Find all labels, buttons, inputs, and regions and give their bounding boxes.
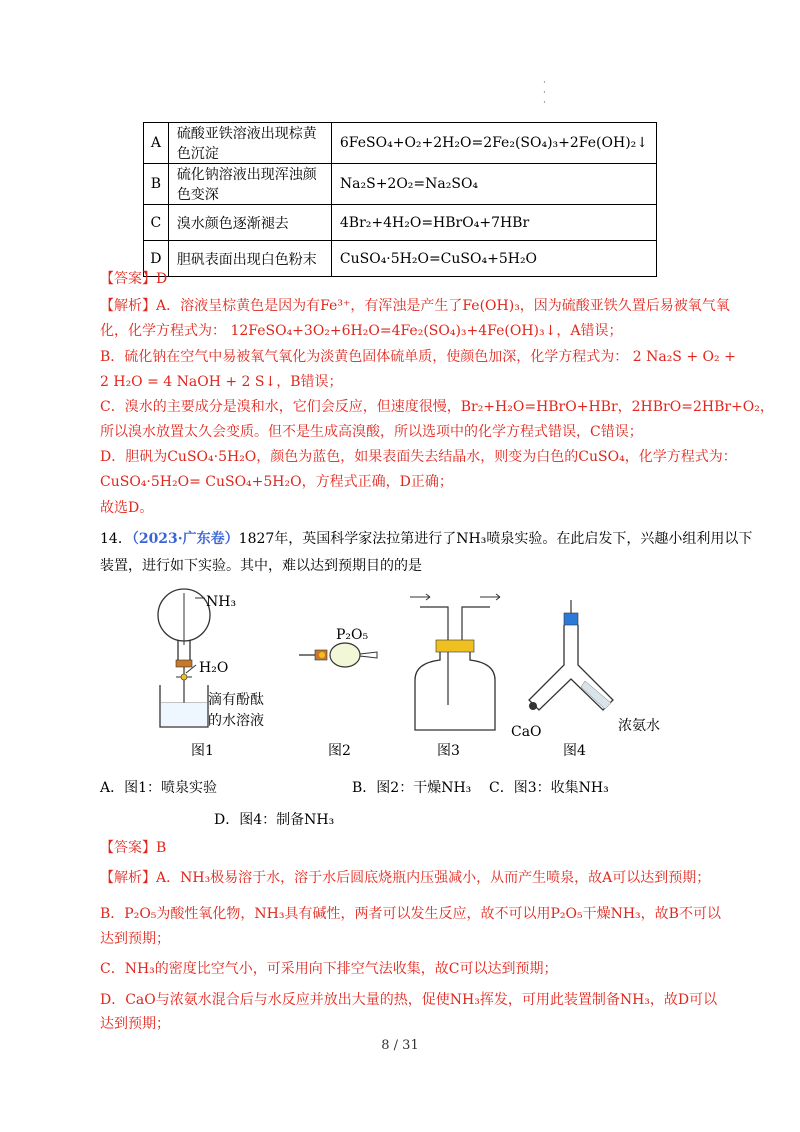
figure-4-label: 图4 <box>563 743 586 759</box>
answer-value: D <box>156 271 168 287</box>
analysis-1-line: CuSO₄·5H₂O= CuSO₄+5H₂O，方程式正确，D正确； <box>100 474 453 490</box>
question-number: 14． <box>100 531 132 547</box>
row-description: 溴水颜色逐渐褪去 <box>168 205 331 241</box>
figure-3-label: 图3 <box>437 743 460 759</box>
row-description: 硫酸亚铁溶液出现棕黄色沉淀 <box>168 123 331 164</box>
figure-1-label: 图1 <box>191 743 214 759</box>
analysis-2-line: D．CaO与浓氨水混合后与水反应并放出大量的热，促使NH₃挥发，可用此装置制备NH₃，故D可以 <box>100 992 718 1008</box>
label-h2o: H₂O <box>199 660 229 676</box>
row-equation: CuSO₄·5H₂O=CuSO₄+5H₂O <box>331 241 656 277</box>
row-key: B <box>144 164 169 205</box>
question-text: 1827年，英国科学家法拉第进行了NH₃喷泉实验。在此启发下，兴趣小组利用以下 <box>238 531 753 547</box>
answer-2 <box>100 838 166 858</box>
analysis-1-line: 2 H₂O = 4 NaOH + 2 S↓，B错误； <box>100 374 343 390</box>
analysis-2-line: B．P₂O₅为酸性氧化物，NH₃具有碱性，两者可以发生反应，故不可以用P₂O₅干燥NH₃，故B不可以 <box>100 906 721 922</box>
analysis-2-line: 达到预期； <box>100 931 170 947</box>
option-c: C．图3：收集NH₃ <box>489 780 609 796</box>
row-key: D <box>144 241 169 277</box>
option-d: D．图4：制备NH₃ <box>214 812 335 828</box>
options-table <box>143 122 657 277</box>
analysis-1-line: 【解析】A．溶液呈棕黄色是因为有Fe³⁺，有浑浊是产生了Fe(OH)₃，因为硫酸亚铁久置后易被氧气氧 <box>100 298 730 314</box>
table-row <box>144 164 657 205</box>
option-b: B．图2：干燥NH₃ <box>352 780 472 796</box>
row-key: A <box>144 123 169 164</box>
question-14-line1 <box>100 529 752 549</box>
label-p2o5: P₂O₅ <box>336 627 369 643</box>
label-beaker-1: 滴有酚酞 <box>208 692 264 708</box>
page-number: 8 / 31 <box>381 1038 419 1053</box>
table-row <box>144 205 657 241</box>
label-cao: CaO <box>511 724 542 740</box>
row-description: 硫化钠溶液出现浑浊颜色变深 <box>168 164 331 205</box>
label-ammonia-water: 浓氨水 <box>618 718 660 734</box>
question-14-line2: 装置，进行如下实验。其中，难以达到预期目的的是 <box>100 558 422 574</box>
table-row <box>144 123 657 164</box>
label-beaker-2: 的水溶液 <box>208 713 264 729</box>
analysis-1-line: 化，化学方程式为： 12FeSO₄+3O₂+6H₂O=4Fe₂(SO₄)₃+4Fe(OH)₃↓，A错误； <box>100 323 623 339</box>
analysis-2-line: 达到预期； <box>100 1016 170 1032</box>
margin-dots: · · · <box>543 78 546 108</box>
analysis-2-line: 【解析】A．NH₃极易溶于水，溶于水后圆底烧瓶内压强减小，从而产生喷泉，故A可以达到预期； <box>100 870 711 886</box>
row-key: C <box>144 205 169 241</box>
analysis-1-line: C．溴水的主要成分是溴和水，它们会反应，但速度很慢，Br₂+H₂O=HBrO+HBr，2HBrO=2HBr+O₂， <box>100 399 774 415</box>
label-nh3-fig1: NH₃ <box>206 594 237 610</box>
answer-value: B <box>156 840 167 856</box>
analysis-2-line: C．NH₃的密度比空气小，可采用向下排空气法收集，故C可以达到预期； <box>100 961 558 977</box>
answer-1 <box>100 269 167 289</box>
analysis-1-line: 所以溴水放置太久会变质。但不是生成高溴酸，所以选项中的化学方程式错误，C错误； <box>100 424 643 440</box>
row-equation: 6FeSO₄+O₂+2H₂O=2Fe₂(SO₄)₃+2Fe(OH)₂↓ <box>331 123 656 164</box>
analysis-1-line: 故选D。 <box>100 500 154 516</box>
row-equation: 4Br₂+4H₂O=HBrO₄+7HBr <box>331 205 656 241</box>
figure-3-gas-collection-bottle <box>400 585 510 735</box>
answer-tag: 【答案】 <box>100 271 156 287</box>
analysis-1-line: D．胆矾为CuSO₄·5H₂O，颜色为蓝色，如果表面失去结晶水，则变为白色的CuSO₄，化学方程式为： <box>100 449 737 465</box>
figure-2-label: 图2 <box>328 743 351 759</box>
option-a: A．图1：喷泉实验 <box>100 780 218 796</box>
figure-4-y-tube <box>515 585 665 735</box>
question-source: （2023·广东卷） <box>131 531 239 547</box>
answer-tag: 【答案】 <box>100 840 156 856</box>
row-description: 胆矾表面出现白色粉末 <box>168 241 331 277</box>
analysis-1-line: B．硫化钠在空气中易被氧气氧化为淡黄色固体硫单质，使颜色加深，化学方程式为： 2 Na₂S + O₂ + <box>100 349 736 365</box>
table-row <box>144 241 657 277</box>
row-equation: Na₂S+2O₂=Na₂SO₄ <box>331 164 656 205</box>
